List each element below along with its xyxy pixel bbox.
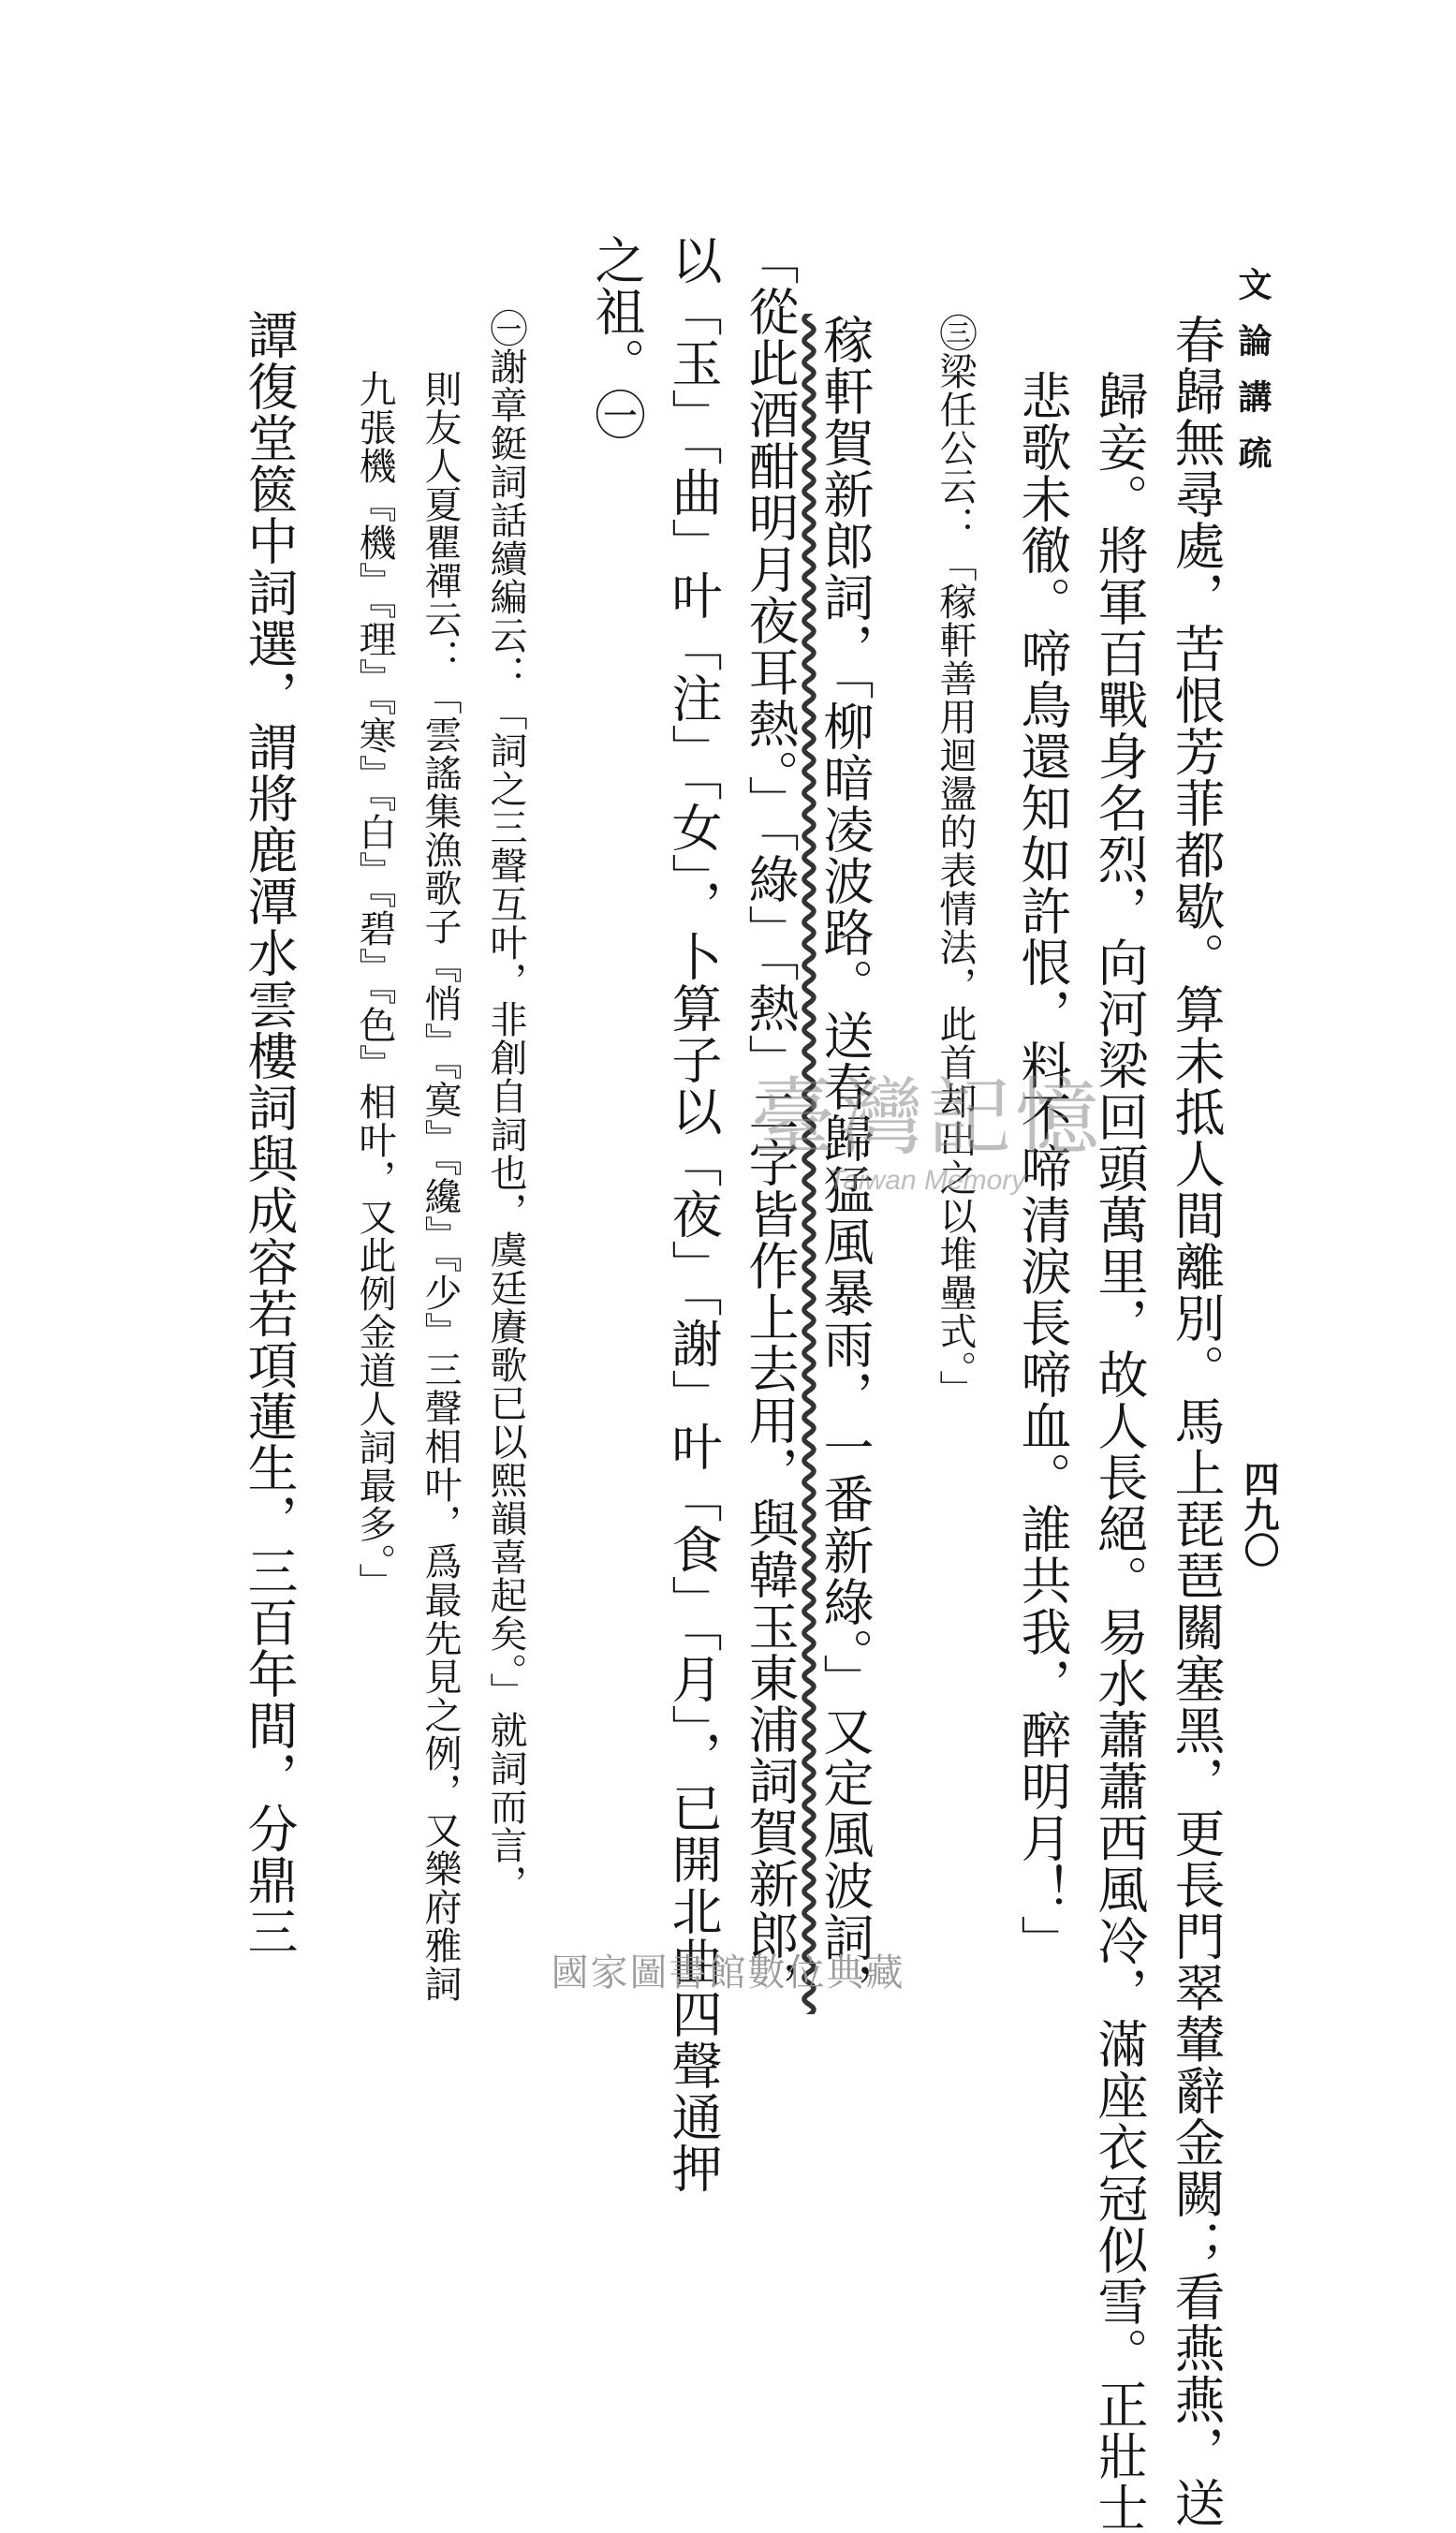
watermark-sub-text: Taiwan Memory — [828, 1165, 1026, 1196]
footnote-column-1: ㊀謝章鋌詞話續編云：「詞之三聲互叶，非創自詞也，虞廷賡歌已以熙韻喜起矣。」就詞而言， — [484, 309, 527, 1903]
text-column-5: 稼軒賀新郎詞，「柳暗凌波路。送春歸猛風暴雨，一番新綠。」又定風波詞， — [816, 314, 875, 2014]
page-number: 四九〇 — [1238, 1461, 1280, 1568]
text-column-2: 歸妾。將軍百戰身名烈，向河梁回頭萬里，故人長絕。易水蕭蕭西風冷，滿座衣冠似雪。正壯士 — [1090, 370, 1149, 2533]
text-column-1: 春歸無尋處，苦恨芳菲都歇。算未抵人間離別。馬上琵琶關塞黑，更長門翠輦辭金闕；看燕燕，送 — [1167, 314, 1226, 2528]
text-column-6: 「從此酒酣明月夜耳熱。」「綠」「熱」二字皆作上去用，與韓玉東浦詞賀新郎， — [741, 234, 800, 2012]
library-footer: 國家圖書館數位典藏 — [551, 1951, 905, 1995]
text-column-4-quote: ㊂梁任公云：「稼軒善用迴盪的表情法，此首却出之以堆壘式。」 — [934, 314, 977, 1408]
footnote-column-2: 則友人夏瞿禪云：「雲謠集漁歌子『悄』『寞』『纔』『少』三聲相叶，爲最先見之例，又樂府雅詞 — [419, 370, 462, 2003]
text-column-3: 悲歌未徹。啼鳥還知如許恨，料不啼清淚長啼血。誰共我，醉明月！」 — [1013, 370, 1072, 1966]
running-title: 文論講疏 — [1233, 267, 1272, 492]
watermark-main-text: 臺灣記憶 — [751, 1068, 1103, 1167]
text-column-8: 之祖。㊀ — [587, 234, 646, 440]
text-column-7: 以「玉」「曲」叶「注」「女」，卜算子以「夜」「謝」叶「食」「月」，已開北曲四聲通押 — [664, 234, 723, 2194]
taiwan-memory-watermark — [730, 1049, 1124, 1197]
text-column-9: 譚復堂篋中詞選，謂將鹿潭水雲樓詞與成容若項蓮生，三百年間，分鼎三 — [240, 309, 299, 1957]
footnote-column-3: 九張機『機』『理』『寒』『白』『碧』『色』相叶，又此例金道人詞最多。」 — [353, 370, 396, 1601]
